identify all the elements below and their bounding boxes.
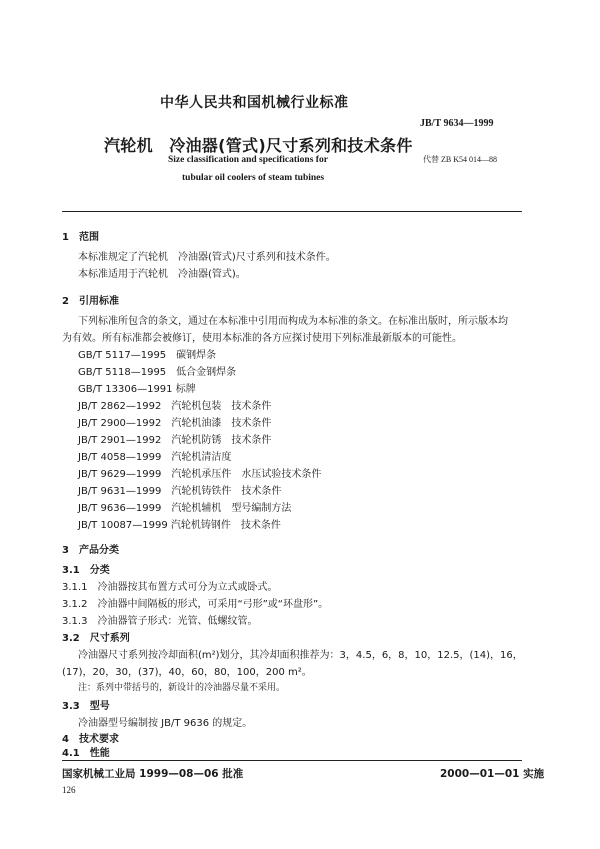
footer-divider [62,760,522,761]
section-4-heading: 4 技术要求 [62,734,119,745]
section-3-2-note: 注：系列中带括号的，新设计的冷油器尽量不采用。 [78,683,286,693]
section-1-heading: 1 范围 [62,232,99,243]
standard-number: JB/T 9634—1999 [420,118,494,129]
reference-item: JB/T 10087—1999 汽轮机铸钢件 技术条件 [78,520,281,531]
section-3-heading: 3 产品分类 [62,545,119,556]
document-title-english-line1: Size classification and specifications for [168,155,328,165]
reference-item: GB/T 5118—1995 低合金钢焊条 [78,367,237,378]
page-number: 126 [62,785,76,795]
section-4-1-heading: 4.1 性能 [62,748,110,759]
section-3-1-2: 3.1.2 冷油器中间隔板的形式，可采用“弓形”或“环盘形”。 [62,599,329,610]
standard-organization: 中华人民共和国机械行业标准 [160,95,349,111]
section-3-1-3: 3.1.3 冷油器管子形式：光管、低螺纹管。 [62,616,258,627]
section-3-2-heading: 3.2 尺寸系列 [62,633,130,644]
section-1-paragraph-2: 本标准适用于汽轮机 冷油器(管式)。 [78,269,246,280]
reference-item: JB/T 4058—1999 汽轮机清洁度 [78,452,232,463]
section-3-3-paragraph: 冷油器型号编制按 JB/T 9636 的规定。 [78,718,253,729]
section-3-1-1: 3.1.1 冷油器按其布置方式可分为立式或卧式。 [62,582,278,593]
document-title-chinese: 汽轮机 冷油器(管式)尺寸系列和技术条件 [104,136,413,155]
reference-item: JB/T 2900—1992 汽轮机油漆 技术条件 [78,418,272,429]
section-2-intro-line-1: 下列标准所包含的条文，通过在本标准中引用而构成为本标准的条文。在标准出版时，所示版本均 [78,316,508,327]
section-2-heading: 2 引用标准 [62,296,119,307]
reference-item: GB/T 5117—1995 碳钢焊条 [78,350,217,361]
issue-date: 国家机械工业局 1999—08—06 批准 [62,768,244,780]
section-3-1-heading: 3.1 分类 [62,565,110,576]
section-3-2-paragraph-line-1: 冷油器尺寸系列按冷却面积(m²)划分，其冷却面积推荐为：3，4.5，6，8，10，12.5，(14)，16， [78,650,523,661]
reference-item: JB/T 2862—1992 汽轮机包装 技术条件 [78,401,272,412]
reference-item: JB/T 2901—1992 汽轮机防锈 技术条件 [78,435,272,446]
section-1-paragraph-1: 本标准规定了汽轮机 冷油器(管式)尺寸系列和技术条件。 [78,252,336,263]
implementation-date: 2000—01—01 实施 [440,768,545,780]
reference-item: JB/T 9629—1999 汽轮机承压件 水压试验技术条件 [78,469,322,480]
section-3-3-heading: 3.3 型号 [62,701,110,712]
reference-item: JB/T 9631—1999 汽轮机铸铁件 技术条件 [78,486,282,497]
replaces-standard: 代替 ZB K54 014—88 [423,155,497,164]
section-2-intro-line-2: 为有效。所有标准都会被修订，使用本标准的各方应探讨使用下列标准最新版本的可能性。 [62,333,462,344]
reference-item: GB/T 13306—1991 标牌 [78,384,196,395]
document-title-english-line2: tubular oil coolers of steam tubines [182,173,325,183]
reference-item: JB/T 9636—1999 汽轮机辅机 型号编制方法 [78,503,292,514]
header-divider [62,211,522,212]
section-3-2-paragraph-line-2: (17)，20，30，(37)，40，60，80，100，200 m²。 [62,667,312,678]
